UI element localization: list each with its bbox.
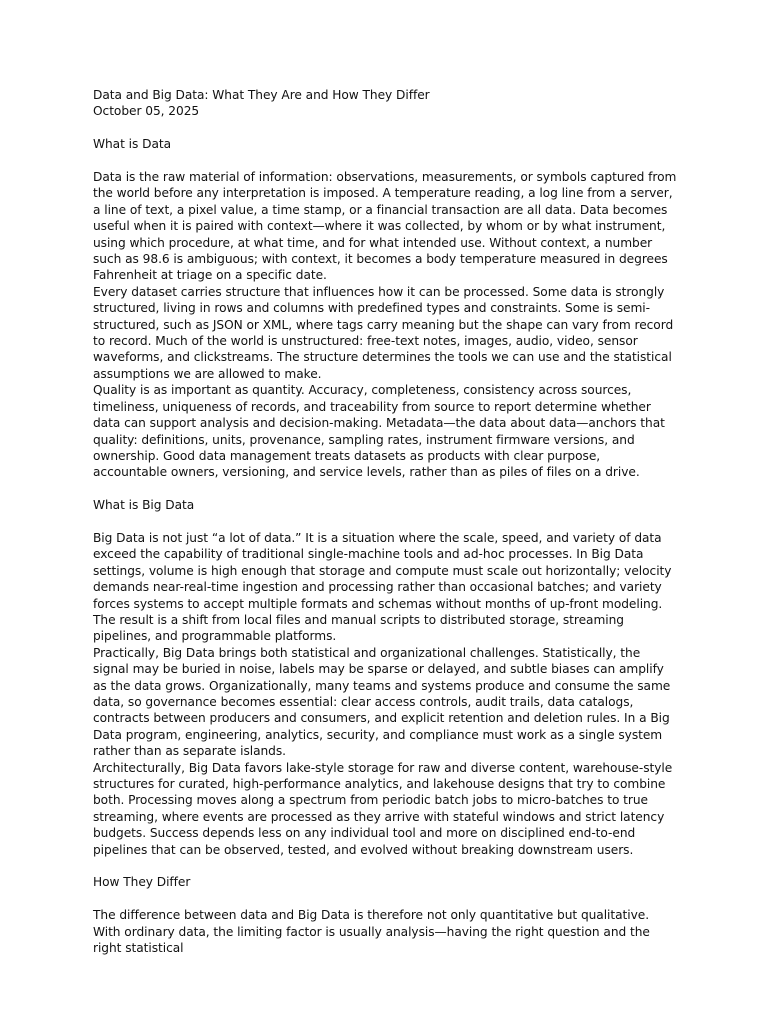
paragraph: Quality is as important as quantity. Accuracy, completeness, consistency across sources, timeliness, uniqueness of records, and traceability from source to report determine whether data can support analysis and decision-making. Metadata—the data about data—anchors that quality: definitions, units, provenance, sampling rates, instrument firmware versions, and ownership. Good data management treats datasets as products with clear purpose, accountable owners, versioning, and service levels, rather than as piles of files on a drive. — [93, 383, 665, 480]
document-page — [93, 87, 677, 956]
paragraph: Data is the raw material of information: observations, measurements, or symbols captured from the world before any interpretation is imposed. A temperature reading, a log line from a server, a line of text, a pixel value, a time stamp, or a financial transaction are all data. Data becomes useful when it is paired with context—where it was collected, by whom or by what instrument, using which procedure, at what time, and for what intended use. Without context, a number such as 98.6 is ambiguous; with context, it becomes a body temperature measured in degrees Fahrenheit at triage on a specific date. — [93, 170, 677, 283]
spacer — [93, 891, 677, 907]
spacer — [93, 153, 677, 169]
section-heading-how-they-differ: How They Differ — [93, 875, 191, 890]
section-heading-what-is-data: What is Data — [93, 137, 172, 152]
section-heading-what-is-big-data: What is Big Data — [93, 498, 195, 513]
paragraph: Big Data is not just “a lot of data.” It is a situation where the scale, speed, and variety of data exceed the capability of traditional single-machine tools and ad-hoc processes. In Big Data settings, volume is high enough that storage and compute must scale out horizontally; velocity demands near-real-time ingestion and processing rather than occasional batches; and variety forces systems to accept multiple formats and schemas without months of up-front modeling. The result is a shift from local files and manual scripts to distributed storage, streaming pipelines, and programmable platforms. — [93, 530, 672, 644]
document-title: Data and Big Data: What They Are and How They Differ — [93, 88, 430, 102]
paragraph: Architecturally, Big Data favors lake-style storage for raw and diverse content, warehouse-style structures for curated, high-performance analytics, and lakehouse designs that try to combine both. Processing moves along a spectrum from periodic batch jobs to micro-batches to true streaming, where events are processed as they arrive with stateful windows and strict latency budgets. Success depends less on any individual tool and more on disciplined end-to-end pipelines that can be observed, tested, and evolved without breaking downstream users. — [93, 760, 673, 857]
spacer — [93, 481, 677, 497]
spacer — [93, 514, 677, 530]
paragraph: The difference between data and Big Data is therefore not only quantitative but qualitative. With ordinary data, the limiting factor is usually analysis—having the right question and the right statistical — [93, 908, 650, 956]
spacer — [93, 120, 677, 136]
spacer — [93, 858, 677, 874]
paragraph: Every dataset carries structure that influences how it can be processed. Some data is strongly structured, living in rows and columns with predefined types and constraints. Some is semi-structured, such as JSON or XML, where tags carry meaning but the shape can vary from record to record. Much of the world is unstructured: free-text notes, images, audio, video, sensor waveforms, and clickstreams. The structure determines the tools we can use and the statistical assumptions we are allowed to make. — [93, 284, 674, 381]
document-date: October 05, 2025 — [93, 104, 200, 119]
paragraph: Practically, Big Data brings both statistical and organizational challenges. Statistically, the signal may be buried in noise, labels may be sparse or delayed, and subtle biases can amplify as the data grows. Organizationally, many teams and systems produce and consume the same data, so governance becomes essential: clear access controls, audit trails, data catalogs, contracts between producers and consumers, and explicit retention and deletion rules. In a Big Data program, engineering, analytics, security, and compliance must work as a single system rather than as separate islands. — [93, 645, 671, 759]
